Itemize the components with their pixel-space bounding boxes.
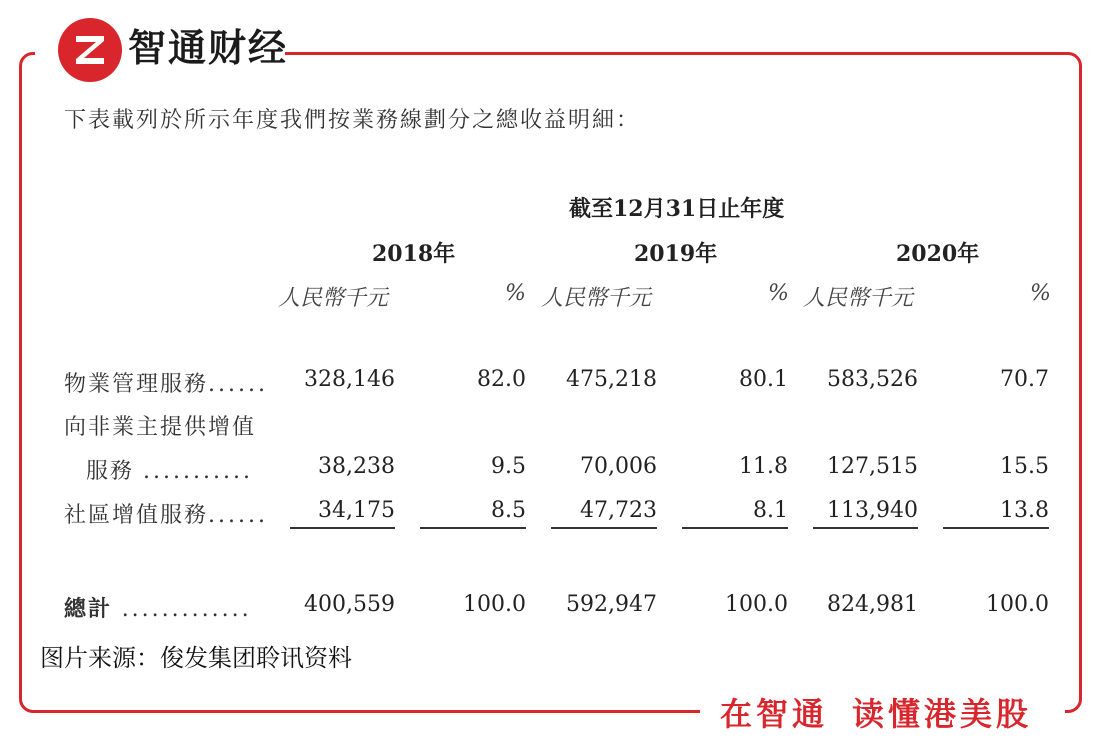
cell-value: 34,175 (318, 498, 395, 523)
zhitong-logo-icon (58, 18, 122, 82)
cell-value: 100.0 (725, 592, 788, 617)
subtotal-underline (682, 527, 788, 529)
brand-slogan: 在智通 读懂港美股 (720, 695, 1033, 733)
image-source-caption: 图片来源：俊发集团聆讯资料 (40, 644, 352, 672)
year-2020-header: 2020年 (896, 241, 980, 267)
subtotal-underline (813, 527, 918, 529)
cell-value: 38,238 (318, 454, 395, 479)
year-2019-header: 2019年 (634, 241, 718, 267)
cell-value: 47,723 (580, 498, 657, 523)
year-2018-header: 2018年 (372, 241, 456, 267)
subtotal-underline (420, 527, 526, 529)
unit-amount-2018: 人民幣千元 (278, 286, 389, 311)
unit-amount-2020: 人民幣千元 (803, 286, 914, 311)
brand-name: 智通财经 (128, 26, 289, 70)
intro-text: 下表載列於所示年度我們按業務線劃分之總收益明細： (64, 108, 641, 133)
subtotal-underline (943, 527, 1049, 529)
cell-value: 70.7 (1000, 367, 1049, 392)
cell-value: 100.0 (463, 592, 526, 617)
cell-value: 100.0 (986, 592, 1049, 617)
cell-value: 328,146 (304, 367, 395, 392)
cell-value: 80.1 (739, 367, 788, 392)
cell-value: 475,218 (566, 367, 657, 392)
subtotal-underline (551, 527, 657, 529)
period-header: 截至12月31日止年度 (569, 196, 785, 222)
cell-value: 15.5 (1000, 454, 1049, 479)
cell-value: 113,940 (827, 498, 918, 523)
cell-value: 9.5 (491, 454, 526, 479)
cell-value: 82.0 (477, 367, 526, 392)
row-label-non-owner-vas-line1: 向非業主提供增值 (64, 415, 257, 440)
row-label-property-management: 物業管理服務...... (64, 372, 268, 397)
cell-value: 8.1 (753, 498, 788, 523)
subtotal-underline (290, 527, 395, 529)
cell-value: 824,981 (827, 592, 918, 617)
row-label-non-owner-vas: 服務 ........... (86, 459, 253, 484)
unit-pct-2019: % (768, 281, 789, 306)
cell-value: 583,526 (827, 367, 918, 392)
cell-value: 400,559 (304, 592, 395, 617)
unit-amount-2019: 人民幣千元 (541, 286, 652, 311)
cell-value: 70,006 (580, 454, 657, 479)
row-label-total: 總計 ............. (64, 596, 252, 622)
cell-value: 8.5 (491, 498, 526, 523)
cell-value: 127,515 (827, 454, 918, 479)
cell-value: 592,947 (566, 592, 657, 617)
row-label-community-vas: 社區增值服務...... (64, 503, 268, 528)
cell-value: 13.8 (1000, 498, 1049, 523)
unit-pct-2020: % (1030, 281, 1051, 306)
unit-pct-2018: % (505, 281, 526, 306)
cell-value: 11.8 (739, 454, 788, 479)
